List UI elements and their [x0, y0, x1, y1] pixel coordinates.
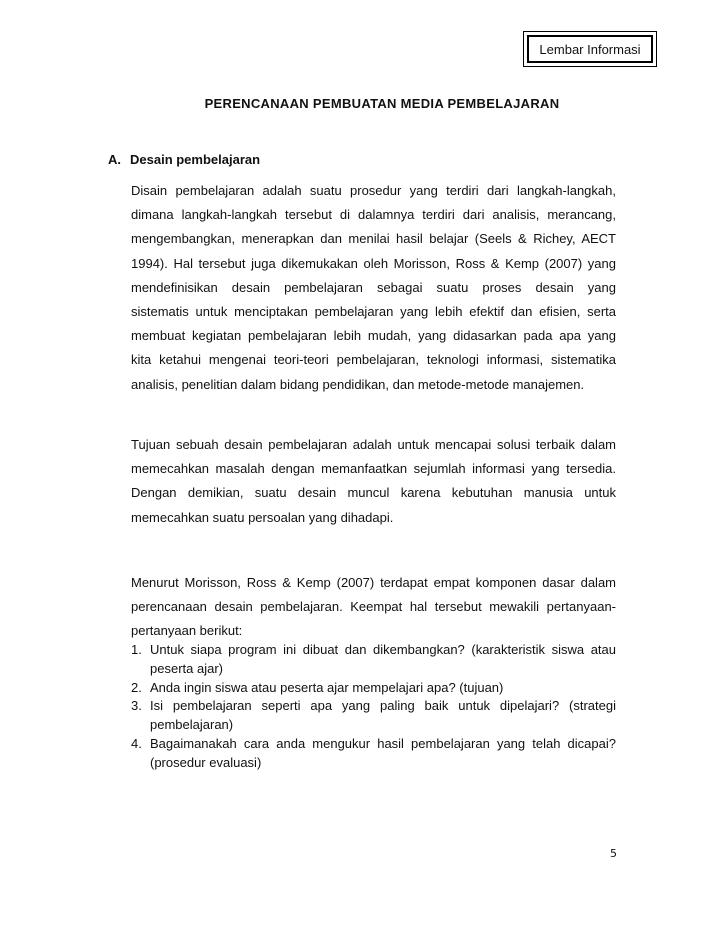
section-heading-text: Desain pembelajaran: [130, 152, 261, 167]
paragraph-line: mengembangkan, menerapkan dan menilai hasil belajar (Seels & Richey, AECT: [131, 231, 616, 247]
paragraph-line: pertanyaan berikut:: [131, 623, 243, 639]
paragraph-line: Menurut Morisson, Ross & Kemp (2007) terdapat empat komponen dasar dalam: [131, 575, 616, 590]
paragraph-line: Dengan demikian, suatu desain muncul karena kebutuhan manusia untuk: [131, 485, 616, 501]
list-item-line: (prosedur evaluasi): [150, 754, 262, 770]
paragraph-line: sistematis untuk menciptakan pembelajaran yang lebih efektif dan efisien, serta: [131, 304, 616, 320]
list-item-line: Untuk siapa program ini dibuat dan dikembangkan? (karakteristik siswa atau: [150, 642, 616, 657]
paragraph-purpose: [131, 433, 616, 530]
page-title: PERENCANAAN PEMBUATAN MEDIA PEMBELAJARAN: [204, 96, 560, 111]
list-item-line: Anda ingin siswa atau peserta ajar mempelajari apa? (tujuan): [150, 679, 504, 695]
page-number: 5: [610, 847, 617, 860]
list-item-number: 2.: [131, 679, 142, 695]
paragraph-line: kita ketahui mengenai teori-teori pembelajaran, teknologi informasi, sistematika: [131, 352, 616, 368]
list-item-line: pembelajaran): [150, 717, 234, 733]
paragraph-line: membuat kegiatan pembelajaran lebih mudah, yang didasarkan pada apa yang: [131, 328, 616, 344]
paragraph-line: mendefinisikan desain pembelajaran sebagai suatu proses desain yang: [131, 279, 616, 295]
paragraph-components: [131, 571, 616, 644]
paragraph-line: Tujuan sebuah desain pembelajaran adalah untuk mencapai solusi terbaik dalam: [131, 437, 616, 452]
list-item: [131, 697, 616, 735]
paragraph-definition: [131, 179, 616, 397]
list-item-number: 3.: [131, 698, 142, 714]
list-item: [131, 679, 616, 698]
list-item: [131, 735, 616, 773]
paragraph-line: memecahkan masalah dengan memanfaatkan sejumlah informasi yang tersedia.: [131, 461, 616, 477]
list-item: [131, 641, 616, 679]
list-item-line: Bagaimanakah cara anda mengukur hasil pembelajaran yang telah dicapai?: [150, 735, 616, 751]
list-item-number: 4.: [131, 735, 142, 751]
paragraph-line: analisis, penelitian dalam bidang pendidikan, dan metode-metode manajemen.: [131, 376, 585, 392]
section-number: A.: [108, 152, 121, 167]
paragraph-line: 1994). Hal tersebut juga dikemukakan oleh Morisson, Ross & Kemp (2007) yang: [131, 255, 616, 271]
paragraph-line: Disain pembelajaran adalah suatu prosedur yang terdiri dari langkah-langkah,: [131, 183, 616, 198]
info-sheet-badge: [523, 31, 657, 67]
paragraph-line: dimana langkah-langkah tersebut di dalamnya terdiri dari analisis, merancang,: [131, 207, 616, 223]
paragraph-line: memecahkan suatu persoalan yang dihadapi.: [131, 509, 394, 525]
question-list: [131, 641, 616, 773]
section-heading: [108, 152, 260, 167]
list-item-number: 1.: [131, 642, 142, 657]
paragraph-line: perencanaan desain pembelajaran. Keempat hal tersebut mewakili pertanyaan-: [131, 599, 616, 615]
info-sheet-badge-label: Lembar Informasi: [527, 35, 653, 63]
list-item-line: peserta ajar): [150, 660, 223, 676]
list-item-line: Isi pembelajaran seperti apa yang paling baik untuk dipelajari? (strategi: [150, 698, 616, 714]
